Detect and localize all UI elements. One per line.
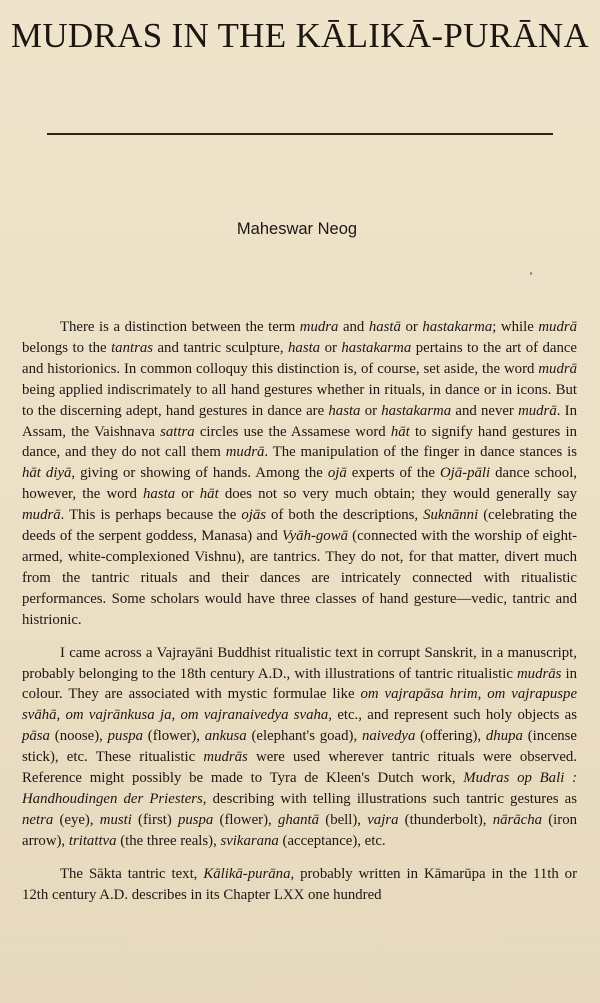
text-run: does not so very much obtain; they would generally say xyxy=(218,486,577,503)
text-run: (flower), xyxy=(143,728,205,745)
text-run: and tantric sculpture, xyxy=(153,339,289,356)
italic-term: vajra xyxy=(367,811,399,828)
italic-term: hasta xyxy=(143,486,176,503)
article-body xyxy=(22,317,577,905)
text-run: , describing with telling illustrations such tantric gestures as xyxy=(202,790,577,807)
text-run: (acceptance), etc. xyxy=(278,832,386,849)
text-run: , giving or showing of hands. Among the xyxy=(71,465,328,482)
text-run: being applied indiscrimately to all hand gestures whether in rituals, in dance or in icons. But to the discerning adept, hand gestures in dance are xyxy=(22,381,577,419)
text-run: (incense stick), etc. These ritualistic xyxy=(22,728,577,766)
italic-term: dhupa xyxy=(485,728,523,745)
italic-term: mudrā xyxy=(225,444,265,461)
text-run: (celebrating the deeds of the serpent goddess, Manasa) and xyxy=(22,507,577,545)
italic-term: tritattva xyxy=(68,832,117,849)
italic-term: naivedya xyxy=(361,728,416,745)
italic-term: hasta xyxy=(288,339,321,356)
text-run: etc., and represent such holy objects as xyxy=(332,707,578,724)
text-run: or xyxy=(400,319,423,335)
paragraph-3 xyxy=(22,864,577,906)
text-run: (connected with the worship of eight-armed, white-complexioned Vishnu), are tantrics. They do not, for that matter, divert much from the tantric rituals and their dances are intricately connected with ritualistic performances. Some scholars would have three classes of hand gesture—vedic, tantric and histrionic. xyxy=(22,528,578,628)
text-run: (bell), xyxy=(319,811,368,828)
italic-term: nārācha xyxy=(492,811,543,828)
italic-term: ojā xyxy=(327,465,347,482)
paragraph-2 xyxy=(22,643,577,852)
italic-term: mudrā xyxy=(518,402,557,419)
italic-term: netra xyxy=(22,811,54,828)
text-run: (eye), xyxy=(53,811,100,828)
italic-term: tantras xyxy=(111,339,153,356)
text-run: dance school, however, the word xyxy=(22,465,578,503)
text-run: (flower), xyxy=(213,811,278,828)
italic-term: ankusa xyxy=(204,728,247,745)
italic-term: hāt diyā xyxy=(22,465,72,482)
text-run: (noose), xyxy=(49,728,108,745)
title-divider xyxy=(47,133,553,135)
text-run: (the three reals), xyxy=(116,832,221,849)
italic-term: ojās xyxy=(241,507,267,524)
text-run: were used wherever tantric rituals were observed. Reference might possibly be made to Tyra de Kleen's Dutch work, xyxy=(22,749,577,787)
text-run: . This is perhaps because the xyxy=(60,507,242,524)
italic-term: hastā xyxy=(368,319,401,335)
author-name: Maheswar Neog xyxy=(236,220,358,238)
italic-term: pāsa xyxy=(22,728,50,745)
italic-term: ghantā xyxy=(277,811,320,828)
text-run: , probably written in Kāmarūpa in the 11th or 12th century A.D. describes in its Chapter LXX one hundred xyxy=(22,865,578,903)
text-run: in colour. They are associated with mystic formulae like xyxy=(22,665,577,703)
italic-term: hastakarma xyxy=(381,402,452,419)
italic-term: Mudras op Bali : Handhoudingen der Priesters xyxy=(22,770,577,807)
text-run: or xyxy=(360,402,382,419)
text-run: I came across a Vajrayāni Buddhist ritualistic text in corrupt Sanskrit, in a manuscript, probably belonging to the 18th century A.D., with illustrations of tantric ritualistic xyxy=(22,644,577,682)
text-run: pertains to the art of dance and historionics. In common colloquy this distinction is, of course, set aside, the word xyxy=(22,339,577,377)
italic-term: om vajrapāsa hrim, om vajrapuspe svāhā, om vajrānkusa ja, om vajranaivedya svaha, xyxy=(22,686,578,724)
paragraph-1 xyxy=(22,317,577,631)
text-run: or xyxy=(320,339,342,356)
italic-term: mudra xyxy=(299,319,339,335)
italic-term: mudrās xyxy=(516,665,562,682)
text-run: . In Assam, the Vaishnava xyxy=(22,402,577,440)
italic-term: Suknānni xyxy=(423,507,479,524)
text-run: or xyxy=(175,486,200,503)
italic-term: hasta xyxy=(328,402,361,419)
text-run: circles use the Assamese word xyxy=(194,423,391,440)
italic-term: Vyāh-gowā xyxy=(281,528,348,545)
paper-speck xyxy=(530,272,532,275)
italic-term: mudrā xyxy=(538,319,577,335)
text-run: ; while xyxy=(492,319,539,335)
text-run: (thunderbolt), xyxy=(398,811,493,828)
text-run: . The manipulation of the finger in dance stances is xyxy=(264,444,577,461)
italic-term: sattra xyxy=(160,423,195,440)
text-run: There is a distinction between the term xyxy=(60,319,300,335)
italic-term: hāt xyxy=(390,423,410,440)
text-run: (offering), xyxy=(415,728,486,745)
text-run: and never xyxy=(451,402,519,419)
text-run: and xyxy=(338,319,369,335)
text-run: (elephant's goad), xyxy=(246,728,362,745)
text-run: belongs to the xyxy=(22,339,112,356)
italic-term: hastakarma xyxy=(341,339,412,356)
text-run: (iron arrow), xyxy=(22,811,577,849)
text-run: experts of the xyxy=(346,465,440,482)
text-run: of both the descriptions, xyxy=(266,507,424,524)
italic-term: svikarana xyxy=(220,832,279,849)
article-title: MUDRAS IN THE KĀLIKĀ-PURĀNA xyxy=(10,16,590,55)
italic-term: mudrās xyxy=(203,749,248,766)
italic-term: hastakarma xyxy=(422,319,493,335)
text-run: to signify hand gestures in dance, and they do not call them xyxy=(22,423,577,461)
italic-term: mudrā xyxy=(22,507,61,524)
text-run: The Sākta tantric text, xyxy=(60,865,204,882)
italic-term: puspa xyxy=(177,811,214,828)
italic-term: mudrā xyxy=(538,360,577,377)
italic-term: hāt xyxy=(199,486,219,503)
italic-term: Ojā-pāli xyxy=(439,465,491,482)
italic-term: puspa xyxy=(107,728,143,745)
italic-term: musti xyxy=(99,811,132,828)
text-run: (first) xyxy=(131,811,178,828)
italic-term: Kālikā-purāna xyxy=(203,865,291,882)
